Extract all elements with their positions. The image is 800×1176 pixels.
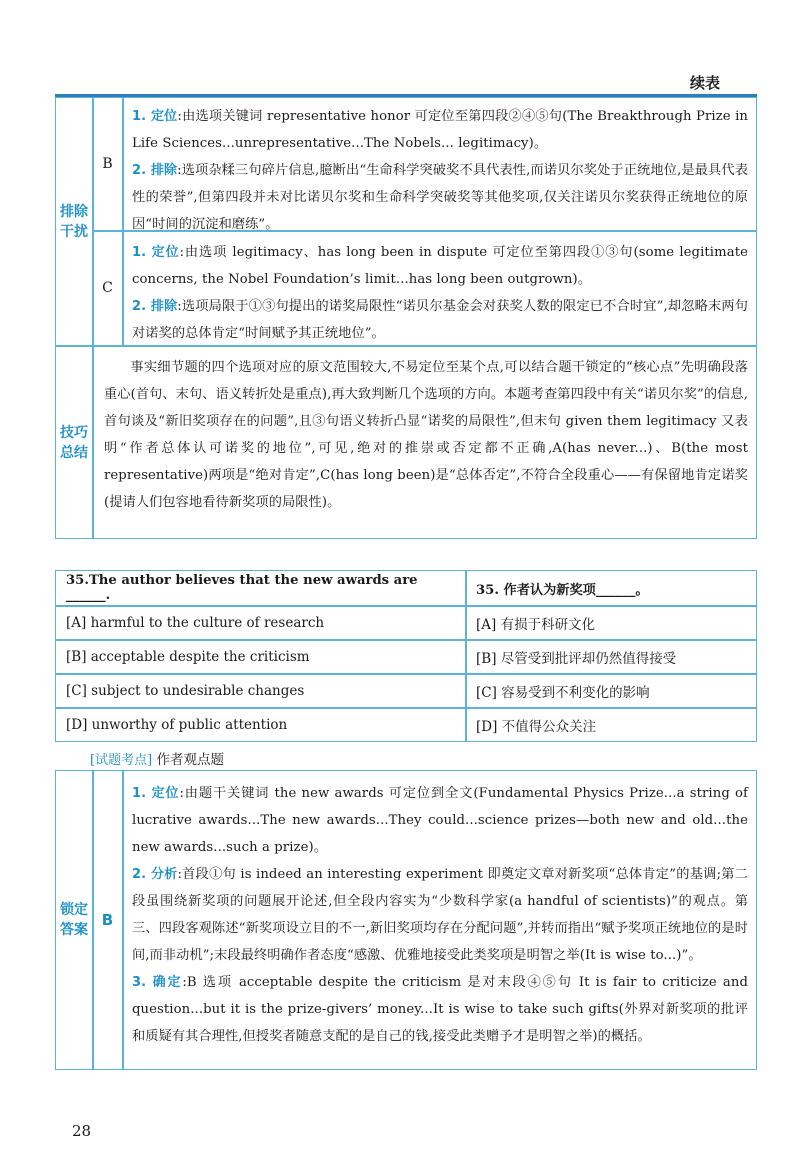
label-locate: 1. 定位	[132, 786, 180, 801]
option-a-en: [A] harmful to the culture of research	[66, 614, 325, 631]
row-b-exclude-text: :选项杂糅三句碎片信息,臆断出“生命科学突破奖不具代表性,而诺贝尔奖处于正统地位,是最具代表性的荣誉”,但第四段并未对比诺贝尔奖和生命科学突破奖等其他奖项,仅关注诺贝尔奖获得正统地位的原因“时间的沉淀和磨练”。	[132, 163, 749, 232]
option-c-cn: [C] 容易受到不利变化的影响	[476, 684, 650, 701]
question-stem-en: 35.The author believes that the new awards are ______.	[66, 573, 418, 603]
answer-confirm-text: :B 选项 acceptable despite the criticism 是对末段④⑤句 It is fair to criticize and question...but it is the prize-givers’ money...It is wise to take such gifts(外界对新奖项的批评和质疑有其合理性,但授奖者随意支配的是自己的钱,接受此类赠予才是明智之举)的概括。	[132, 975, 749, 1044]
option-d-en: [D] unworthy of public attention	[66, 716, 288, 733]
answer-letter: B	[101, 911, 114, 929]
answer-analysis	[132, 780, 748, 1050]
exam-point	[90, 748, 224, 768]
option-a-cn: [A] 有损于科研文化	[476, 616, 596, 633]
section-label-exclude: 排除 干扰	[60, 203, 88, 240]
exam-point-tag: [试题考点]	[90, 753, 153, 768]
option-c-en: [C] subject to undesirable changes	[66, 682, 305, 699]
label-locate: 1. 定位	[132, 245, 180, 260]
option-b-en: [B] acceptable despite the criticism	[66, 648, 310, 665]
table-divider	[122, 770, 124, 1070]
option-d-cn: [D] 不值得公众关注	[476, 718, 597, 735]
section-label-answer: 锁定 答案	[60, 902, 88, 938]
option-letter-c: C	[102, 280, 113, 296]
exam-point-value: 作者观点题	[156, 752, 224, 768]
continued-label: 续表	[690, 74, 721, 92]
row-c-exclude-text: :选项局限于①③句提出的诺奖局限性“诺贝尔基金会对获奖人数的限定已不合时宜”,却忽略末两句对诺奖的总体肯定“时间赋予其正统地位”。	[132, 299, 748, 341]
option-b-cn: [B] 尽管受到批评却仍然值得接受	[476, 650, 677, 667]
page-number: 28	[72, 1122, 92, 1140]
table-divider	[122, 97, 124, 346]
row-b-analysis	[132, 103, 748, 238]
option-letter-b: B	[102, 156, 113, 172]
row-b-locate-text: :由选项关键词 representative honor 可定位至第四段②④⑤句(The Breakthrough Prize in Life Sciences...unrepresentative...The Nobels... legitimacy)。	[132, 109, 748, 151]
label-exclude: 2. 排除	[132, 299, 178, 314]
question-stem-cn: 35. 作者认为新奖项______。	[476, 582, 649, 598]
answer-analyze-text: :首段①句 is indeed an interesting experiment 即奠定文章对新奖项“总体肯定”的基调;第二段虽围绕新奖项的问题展开论述,但全段内容实为“少数科学家(a handful of scientists)”的观点。第三、四段客观陈述“新奖项设立目的不一,新旧奖项均存在分配问题”,并转而指出“赋予奖项正统地位的是时间,而非动机”;末段最终明确作者态度“感激、优雅地接受此类奖项是明智之举(It is wise to...)”。	[132, 867, 748, 963]
technique-summary: 事实细节题的四个选项对应的原文范围较大,不易定位至某个点,可以结合题干锁定的“核心点”先明确段落重心(首句、末句、语义转折处是重点),再大致判断几个选项的方向。本题考查第四段中有关“诺贝尔奖”的信息,首句谈及“新旧奖项存在的问题”,且③句语义转折凸显“诺奖的局限性”,但末句 given them legitimacy 又表明“作者总体认可诺奖的地位”,可见,绝对的推崇或否定都不正确,A(has never...)、B(the most representative)两项是“绝对肯定”,C(has long been)是“总体否定”,不符合全段重心——有保留地肯定诺奖(提请人们包容地看待新奖项的局限性)。	[104, 360, 748, 510]
label-exclude: 2. 排除	[132, 163, 178, 178]
row-c-analysis	[132, 239, 748, 347]
section-label-summary: 技巧 总结	[60, 425, 88, 461]
label-locate: 1. 定位	[132, 109, 178, 124]
answer-locate-text: :由题干关键词 the new awards 可定位到全文(Fundamental Physics Prize...a string of lucrative awards...The new awards...They could...science prizes—both new and old...the new awards...such a prize)。	[132, 786, 748, 855]
row-c-locate-text: :由选项 legitimacy、has long been in dispute 可定位至第四段①③句(some legitimate concerns, the Nobel Foundation’s limit...has long been outgrown)。	[132, 245, 748, 287]
label-confirm: 3. 确定	[132, 975, 183, 990]
label-analyze: 2. 分析	[132, 867, 178, 882]
